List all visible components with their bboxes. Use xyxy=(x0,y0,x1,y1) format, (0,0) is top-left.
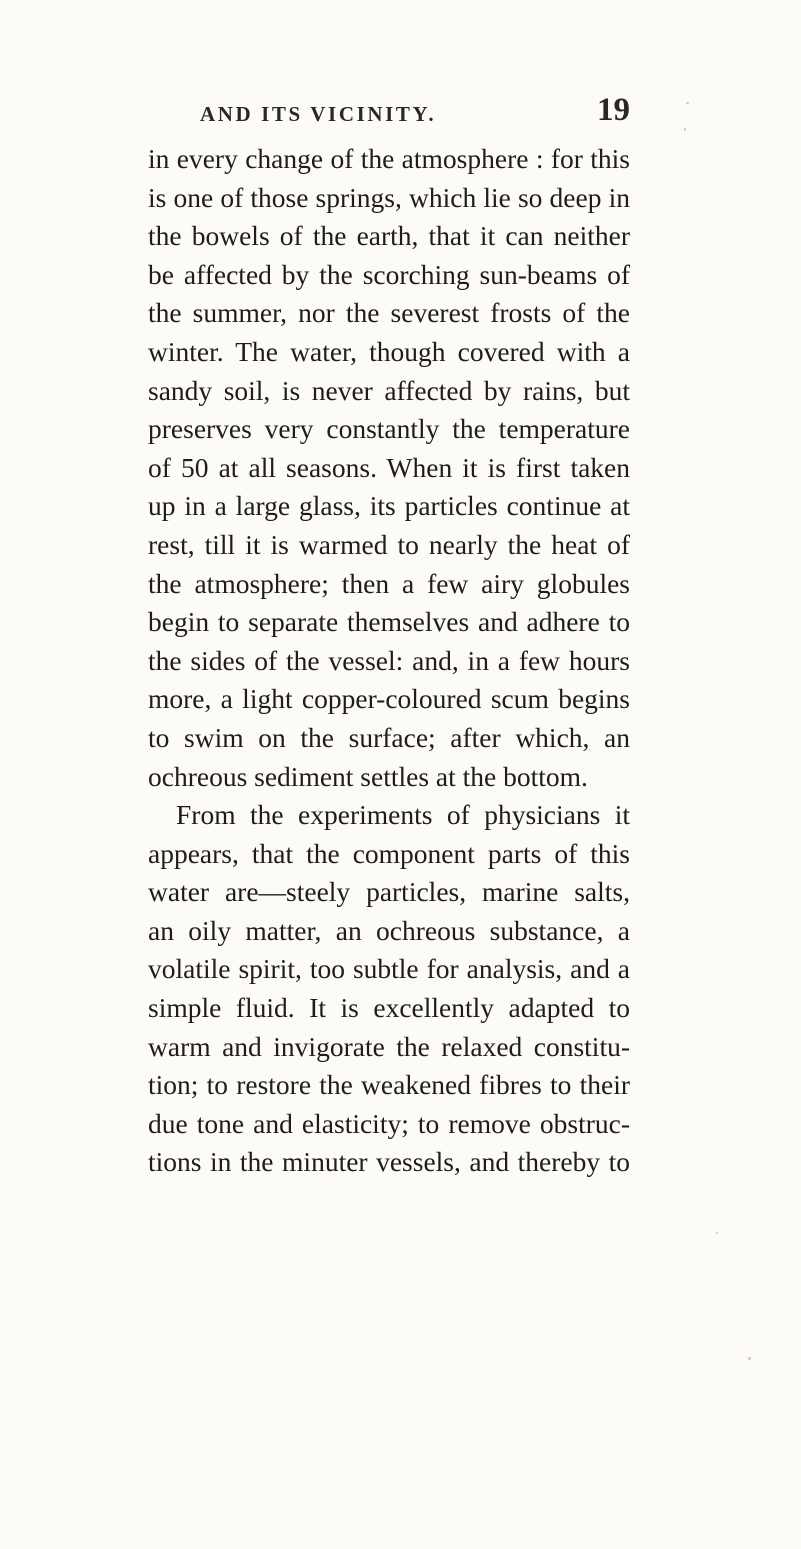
text-line: more, a light copper-coloured scum begins xyxy=(148,683,630,715)
text-line: ochreous sediment settles at the bottom. xyxy=(148,760,588,792)
text-line: appears, that the component parts of this xyxy=(148,837,630,869)
text-line: the summer, nor the severest frosts of the xyxy=(148,297,630,329)
text-line: sandy soil, is never affected by rains, but xyxy=(148,374,630,406)
running-header xyxy=(200,92,630,128)
text-line: the atmosphere; then a few airy globules xyxy=(148,567,630,599)
text-line: preserves very constantly the temperature xyxy=(148,413,630,445)
text-line: water are—steely particles, marine salts, xyxy=(148,876,630,908)
paper-speck xyxy=(686,102,689,104)
page-number: 19 xyxy=(597,92,630,128)
text-line: an oily matter, an ochreous substance, a xyxy=(148,914,630,946)
text-line: tions in the minuter vessels, and thereby to xyxy=(148,1146,630,1178)
body-text xyxy=(148,140,630,1182)
text-line: begin to separate themselves and adhere to xyxy=(148,606,630,638)
text-line: volatile spirit, too subtle for analysis, and a xyxy=(148,953,630,985)
text-line: up in a large glass, its particles continue at xyxy=(148,490,630,522)
paper-speck xyxy=(748,1357,751,1360)
text-line: tion; to restore the weakened fibres to their xyxy=(148,1069,630,1101)
text-line: in every change of the atmosphere : for this xyxy=(148,143,630,174)
text-line: winter. The water, though covered with a xyxy=(148,335,630,367)
text-line: be affected by the scorching sun-beams of xyxy=(148,258,630,290)
text-line: is one of those springs, which lie so deep in xyxy=(148,181,630,213)
text-line: due tone and elasticity; to remove obstruc- xyxy=(148,1107,630,1139)
text-line: From the experiments of physicians it xyxy=(176,799,630,831)
text-line: warm and invigorate the relaxed constitu- xyxy=(148,1030,630,1062)
running-title: AND ITS VICINITY. xyxy=(200,102,437,126)
text-line: rest, till it is warmed to nearly the heat of xyxy=(148,528,630,560)
text-line: to swim on the surface; after which, an xyxy=(148,721,630,753)
text-line: simple fluid. It is excellently adapted to xyxy=(148,992,630,1024)
text-line: of 50 at all seasons. When it is first taken xyxy=(148,451,630,483)
text-line: the bowels of the earth, that it can neither xyxy=(148,220,630,252)
text-line: the sides of the vessel: and, in a few hours xyxy=(148,644,630,676)
paper-speck xyxy=(716,1232,718,1234)
paper-speck xyxy=(684,128,686,131)
